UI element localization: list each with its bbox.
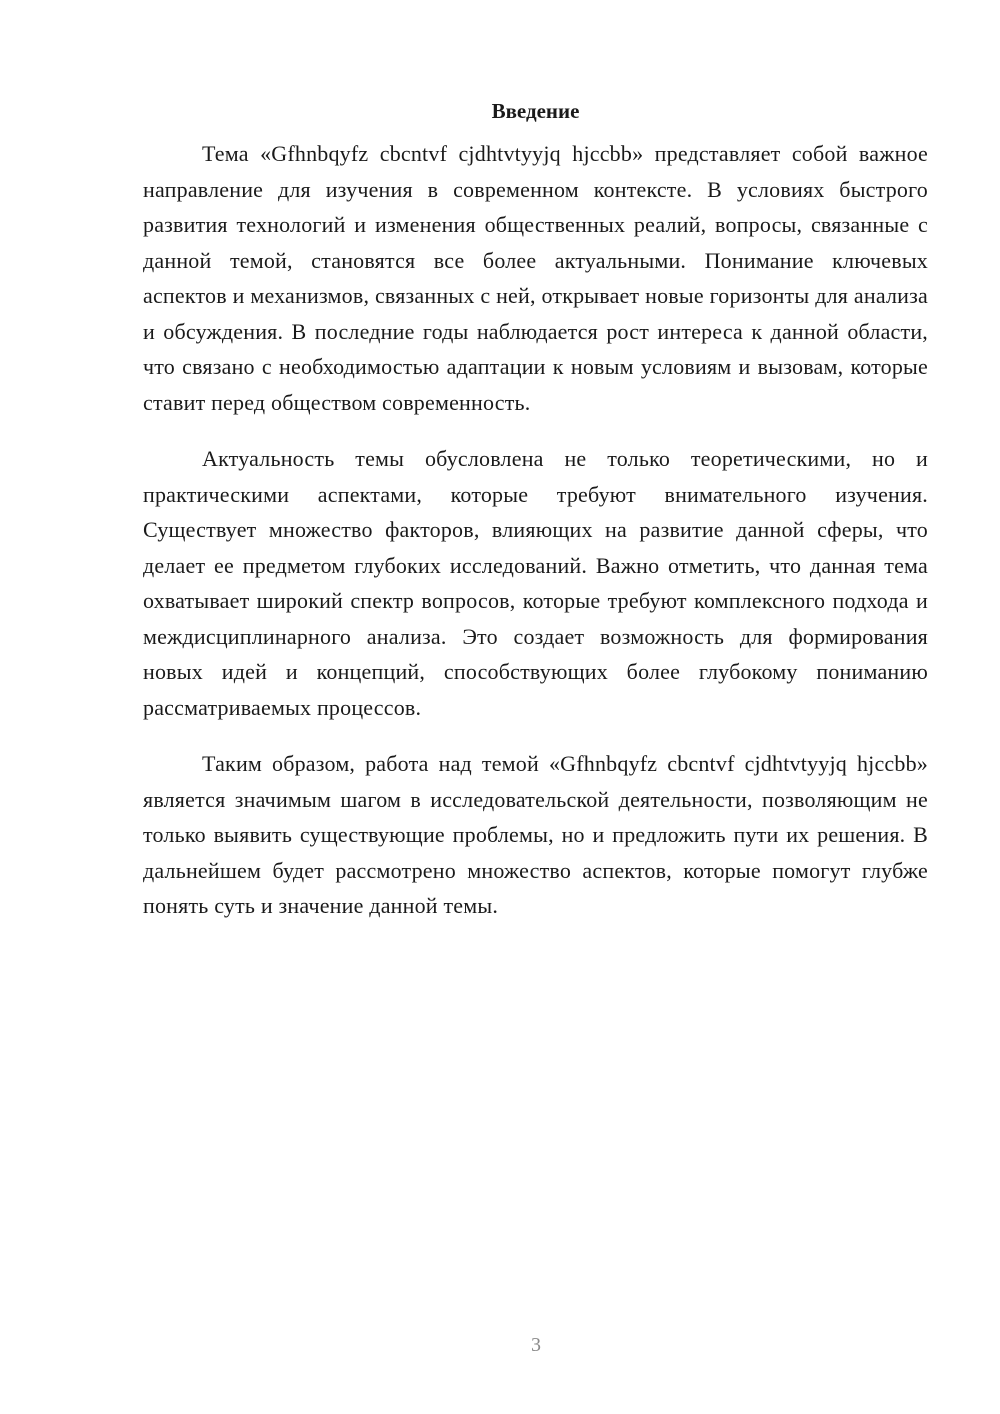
paragraph-3: Таким образом, работа над темой «Gfhnbqyfz cbcntvf cjdhtvtyyjq hjccbb» является значимым шагом в исследовательской деятельности, позволяющим не только выявить существующие проблемы, но и предложить пути их решения. В дальнейшем будет рассмотрено множество аспектов, которые помогут глубже понять суть и значение данной темы.	[143, 751, 928, 918]
paragraph-2: Актуальность темы обусловлена не только теоретическими, но и практическими аспектами, которые требуют внимательного изучения. Существует множество факторов, влияющих на развитие данной сферы, что делает ее предметом глубоких исследований. Важно отметить, что данная тема охватывает широкий спектр вопросов, которые требуют комплексного подхода и междисциплинарного анализа. Это создает возможность для формирования новых идей и концепций, способствующих более глубокому пониманию рассматриваемых процессов.	[143, 446, 928, 720]
page-number: 3	[531, 1334, 541, 1356]
section-title: Введение	[491, 99, 580, 123]
page-content	[143, 96, 928, 945]
paragraph-1: Тема «Gfhnbqyfz cbcntvf cjdhtvtyyjq hjccbb» представляет собой важное направление для изучения в современном контексте. В условиях быстрого развития технологий и изменения общественных реалий, вопросы, связанные с данной темой, становятся все более актуальными. Понимание ключевых аспектов и механизмов, связанных с ней, открывает новые горизонты для анализа и обсуждения. В последние годы наблюдается рост интереса к данной области, что связано с необходимостью адаптации к новым условиям и вызовам, которые ставит перед обществом современность.	[143, 141, 928, 415]
